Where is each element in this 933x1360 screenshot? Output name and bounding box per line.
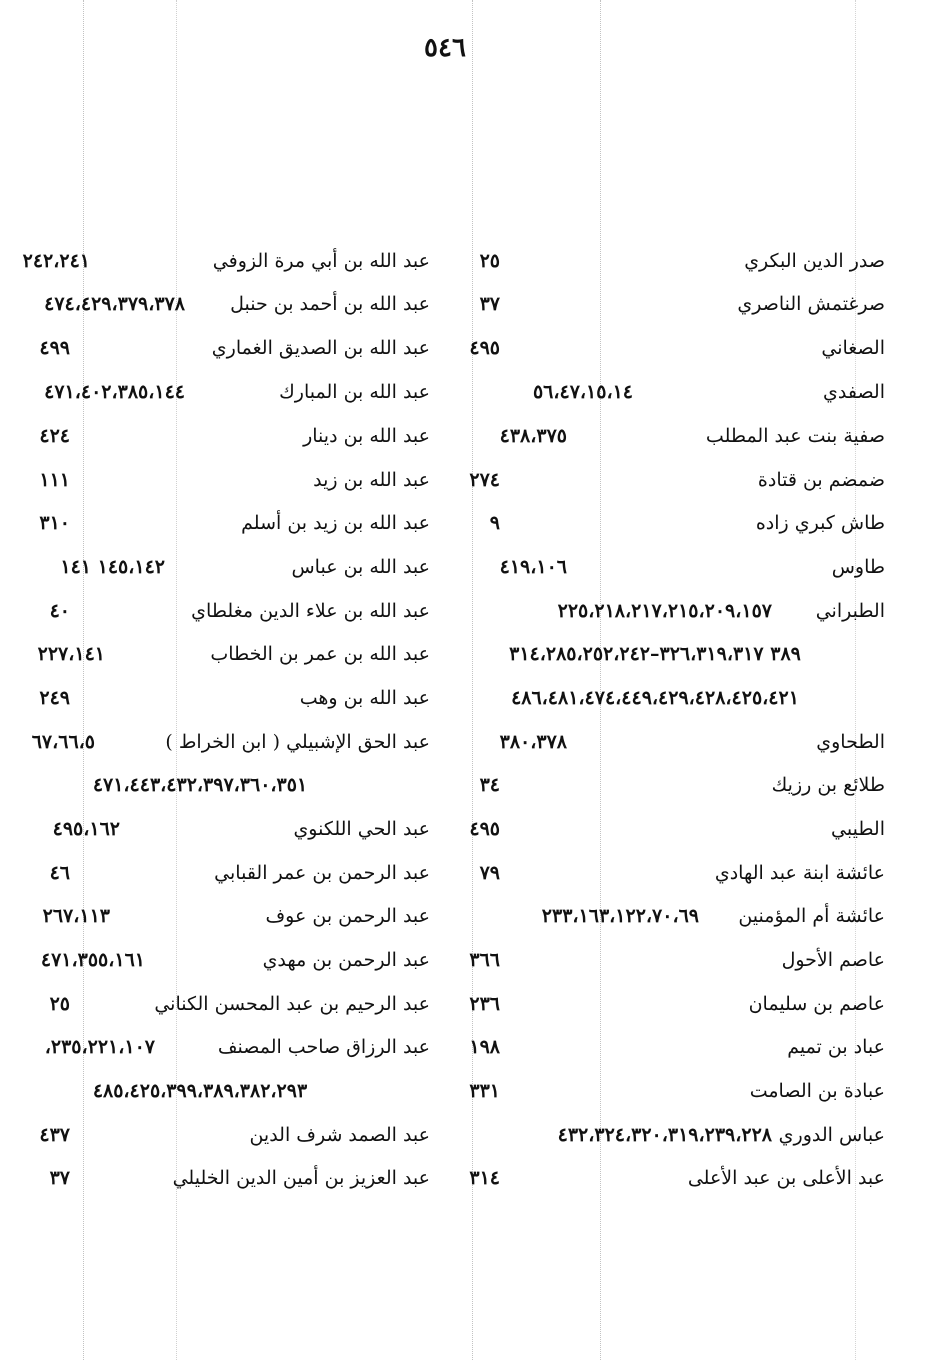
page-references: ٤٩٥ [469, 337, 500, 359]
index-entry [0, 375, 430, 409]
index-entry [455, 768, 885, 802]
person-name: عبد الرزاق صاحب المصنف [217, 1036, 430, 1058]
index-entry [455, 506, 885, 540]
person-name: عبد الله بن زيد بن أسلم [241, 512, 430, 534]
person-name: عبد الرحمن بن عمر القبابي [214, 862, 430, 884]
page-references: ٦٧،٦٦،٥ [31, 731, 95, 753]
person-name: عبد الصمد شرف الدين [249, 1124, 430, 1146]
person-name: عاصم بن سليمان [748, 993, 885, 1015]
person-name: عبد الله بن أبي مرة الزوفي [212, 250, 430, 272]
page-references: ٤٧١،٤٠٢،٣٨٥،١٤٤ [44, 381, 185, 403]
index-entry [455, 1118, 885, 1152]
index-entry [0, 506, 430, 540]
page-references: ٤٣٧ [39, 1124, 70, 1146]
person-name: صرغتمش الناصري [737, 293, 885, 315]
person-name: عبادة بن الصامت [749, 1080, 885, 1102]
index-entry [0, 550, 430, 584]
index-entry [0, 287, 430, 321]
page-references: ٣٨٩ ٣٢٦،٣١٩،٣١٧–٣١٤،٢٨٥،٢٥٢،٢٤٢ [509, 643, 801, 665]
index-entry [455, 1030, 885, 1064]
page-references: ٤٩٥،١٦٢ [52, 818, 120, 840]
index-entry [0, 419, 430, 453]
page-references: ٤٧١،٤٤٣،٤٣٢،٣٩٧،٣٦٠،٣٥١ [92, 774, 308, 796]
person-name: عباد بن تميم [787, 1036, 885, 1058]
person-name: عائشة أم المؤمنين [738, 905, 885, 927]
page-references: ٣٦٦ [469, 949, 500, 971]
person-name: عبد الله بن علاء الدين مغلطاي [191, 600, 430, 622]
person-name: عبد الحي اللكنوي [293, 818, 430, 840]
page-references: ٥٦،٤٧،١٥،١٤ [532, 381, 633, 403]
page-references: ٢٧٤ [469, 469, 500, 491]
page-references: ٤٣٨،٣٧٥ [499, 425, 567, 447]
index-entry [455, 550, 885, 584]
person-name: عائشة ابنة عبد الهادي [714, 862, 885, 884]
index-entry [0, 987, 430, 1021]
person-name: عبد الله بن أحمد بن حنبل [230, 293, 430, 315]
person-name: عبد الرحمن بن مهدي [262, 949, 430, 971]
page-references: ٢٥ [479, 250, 500, 272]
page-references: ٤٢٤ [39, 425, 70, 447]
person-name: طاش كبري زاده [755, 512, 885, 534]
index-entry [455, 856, 885, 890]
person-name: صدر الدين البكري [744, 250, 885, 272]
index-entry [0, 637, 430, 671]
index-entry [455, 1161, 885, 1195]
index-entry [0, 812, 430, 846]
person-name: عبد الله بن الصديق الغماري [211, 337, 430, 359]
person-name: عبد الله بن عمر بن الخطاب [210, 643, 430, 665]
index-entry [0, 331, 430, 365]
page-references: ١١١ [39, 469, 70, 491]
index-entry [455, 943, 885, 977]
index-entry [455, 1074, 885, 1108]
page-references: ٣٧ [49, 1167, 70, 1189]
page-references: ٤٠ [49, 600, 70, 622]
page-references: ٢٣٣،١٦٣،١٢٢،٧٠،٦٩ [541, 905, 699, 927]
index-entry [0, 725, 430, 759]
page-references: ٤١٩،١٠٦ [499, 556, 567, 578]
page-references: ٤٨٦،٤٨١،٤٧٤،٤٤٩،٤٢٩،٤٢٨،٤٢٥،٤٢١ [511, 687, 799, 709]
page-references: ٣٤ [479, 774, 500, 796]
index-entry [455, 287, 885, 321]
index-entry [0, 463, 430, 497]
person-name: عاصم الأحول [781, 949, 885, 971]
page-references: ٤٩٩ [39, 337, 70, 359]
person-name: عبد الحق الإشبيلي ( ابن الخراط ) [165, 731, 430, 753]
index-left-column [0, 244, 430, 1204]
person-name: ضمضم بن قتادة [757, 469, 885, 491]
page-references: ٤٣٢،٣٢٤،٣٢٠،٣١٩،٢٣٩،٢٢٨ [557, 1124, 772, 1146]
person-name: عبد الأعلى بن عبد الأعلى [687, 1167, 885, 1189]
page-number: ٥٤٦ [424, 33, 466, 63]
index-entry [455, 244, 885, 278]
index-entry [0, 244, 430, 278]
page-references: ٢٦٧،١١٣ [42, 905, 110, 927]
index-entry [0, 594, 430, 628]
page-references: ٩ [489, 512, 500, 534]
page-references: ٢٤٢،٢٤١ [22, 250, 90, 272]
page-references: ٧٩ [479, 862, 500, 884]
index-entry [455, 987, 885, 1021]
page-references: ٢٥ [49, 993, 70, 1015]
index-entry [0, 681, 430, 715]
page-references: ٤٧١،٣٥٥،١٦١ [40, 949, 145, 971]
person-name: طلائع بن رزيك [771, 774, 885, 796]
page-references: ٢٣٦ [469, 993, 500, 1015]
page-references: ٤٩٥ [469, 818, 500, 840]
index-entry [0, 943, 430, 977]
person-name: عبد الرحمن بن عوف [265, 905, 430, 927]
person-name: عبد الرحيم بن عبد المحسن الكناني [154, 993, 430, 1015]
person-name: عبد الله بن المبارك [279, 381, 430, 403]
person-name: عبد الله بن عباس [291, 556, 430, 578]
person-name: عبد الله بن زيد [313, 469, 430, 491]
index-entry [455, 331, 885, 365]
index-entry [455, 725, 885, 759]
page-references: ٣٧ [479, 293, 500, 315]
index-entry-continuation [455, 681, 885, 715]
person-name: الصغاني [821, 337, 885, 359]
index-entry-continuation [0, 1074, 430, 1108]
index-entry [0, 1161, 430, 1195]
person-name: الطيبي [831, 818, 885, 840]
index-right-column [455, 244, 885, 1204]
page-references: ٣١٤ [469, 1167, 500, 1189]
page-references: ٢٢٥،٢١٨،٢١٧،٢١٥،٢٠٩،١٥٧ [557, 600, 772, 622]
index-entry [0, 1030, 430, 1064]
index-entry [455, 463, 885, 497]
page-references: ٢٣٥،٢٢١،١٠٧، [44, 1036, 155, 1058]
index-entry [0, 1118, 430, 1152]
person-name: صفية بنت عبد المطلب [705, 425, 885, 447]
page-references: ١٩٨ [469, 1036, 500, 1058]
index-entry [455, 375, 885, 409]
index-entry [455, 419, 885, 453]
page-references: ٣٣١ [469, 1080, 500, 1102]
index-entry-continuation [0, 768, 430, 802]
person-name: طاوس [831, 556, 885, 578]
page-references: ٤٦ [49, 862, 70, 884]
person-name: الطحاوي [816, 731, 885, 753]
page-references: ٣١٠ [39, 512, 70, 534]
index-entry [0, 899, 430, 933]
person-name: عبد العزيز بن أمين الدين الخليلي [172, 1167, 430, 1189]
page-references: ٢٤٩ [39, 687, 70, 709]
page-references: ٤٧٤،٤٢٩،٣٧٩،٣٧٨ [44, 293, 185, 315]
person-name: الصفدي [822, 381, 885, 403]
person-name: عبد الله بن دينار [303, 425, 430, 447]
index-entry [0, 856, 430, 890]
index-entry-continuation [455, 637, 885, 671]
index-entry [455, 594, 885, 628]
index-entry [455, 812, 885, 846]
page-references: ٤٨٥،٤٢٥،٣٩٩،٣٨٩،٣٨٢،٢٩٣ [92, 1080, 308, 1102]
person-name: عباس الدوري [778, 1124, 885, 1146]
index-entry [455, 899, 885, 933]
page-references: ٣٨٠،٣٧٨ [499, 731, 567, 753]
page-references: ١٤٥،١٤٢ ١٤١ [60, 556, 165, 578]
page-references: ٢٢٧،١٤١ [37, 643, 105, 665]
person-name: عبد الله بن وهب [299, 687, 430, 709]
person-name: الطبراني [815, 600, 885, 622]
